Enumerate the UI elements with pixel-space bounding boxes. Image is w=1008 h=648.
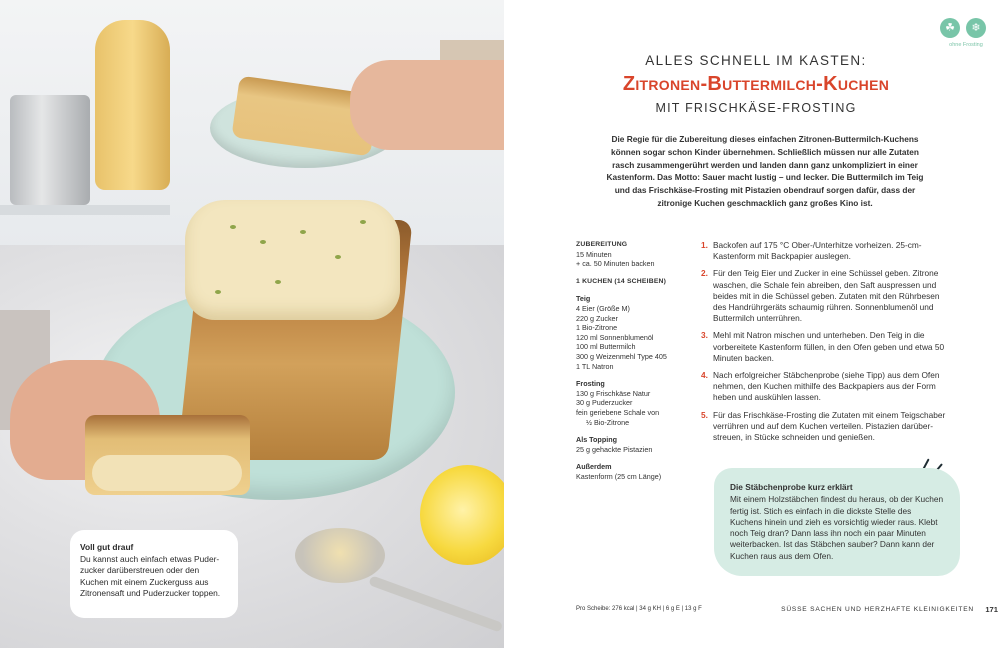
extra-label: Außerdem <box>576 462 612 472</box>
teig-label: Teig <box>576 294 591 304</box>
ingredient-item: ½ Bio-Zitrone <box>586 417 630 427</box>
metal-tin <box>10 95 90 205</box>
ingredient-item: 120 ml Sonnenblumenöl <box>576 332 654 342</box>
frosting-label: Frosting <box>576 379 605 389</box>
prep-label: ZUBEREITUNG <box>576 241 628 248</box>
prep-time: 15 Minuten <box>576 249 612 259</box>
frosting-block <box>576 379 686 427</box>
tip-box <box>714 468 960 576</box>
ingredient-item: Kastenform (25 cm Länge) <box>576 471 662 481</box>
photo-tip-body: Du kannst auch einfach etwas Puderzucker darüberstreuen oder den Kuchen mit einem Zuckerguss aus Zitronensaft und Puderzucker toppen. <box>80 554 221 599</box>
ingredient-item: 4 Eier (Größe M) <box>576 303 630 313</box>
page-number: 171 <box>985 605 998 614</box>
photo-tip-card <box>70 530 238 618</box>
ingredients-column <box>576 240 686 489</box>
teig-block <box>576 294 686 371</box>
step-number: 4. <box>701 370 708 381</box>
recipe-page <box>504 0 1008 648</box>
shelf-board <box>0 205 170 215</box>
step-5 <box>701 410 951 444</box>
pistachio-crumb <box>260 240 266 244</box>
step-number: 5. <box>701 409 708 420</box>
bake-time: + ca. 50 Minuten backen <box>576 259 655 269</box>
yellow-jar <box>95 20 170 190</box>
ingredient-item: fein geriebene Schale von <box>576 407 660 417</box>
cream-cheese-frosting <box>185 200 400 320</box>
method-steps <box>701 240 951 449</box>
pistachio-crumb <box>215 290 221 294</box>
step-3 <box>701 330 951 364</box>
step-text: Für den Teig Eier und Zucker in eine Schüssel geben. Zitrone waschen, die Schale fein abreiben, den Saft auspressen und beides mit in die Schüssel geben. Zutaten mit den Rührbesen des Handrührgeräts schaumig rühren. Sonnenblumenöl und Buttermilch unterrühren. <box>713 268 940 324</box>
recipe-kicker: ALLES SCHNELL IM KASTEN: <box>645 53 867 68</box>
spoon-bowl <box>295 528 385 583</box>
recipe-subtitle: MIT FRISCHKÄSE-FROSTING <box>655 101 857 115</box>
step-number: 3. <box>701 330 708 341</box>
pistachio-crumb <box>230 225 236 229</box>
pistachio-crumb <box>275 280 281 284</box>
yield-label: 1 KUCHEN (14 SCHEIBEN) <box>576 277 667 285</box>
topping-label: Als Topping <box>576 435 617 445</box>
snowflake-icon: ❄ <box>966 18 986 38</box>
tip-box-title: Die Stäbchenprobe kurz erklärt <box>730 482 853 492</box>
ingredient-item: 130 g Frischkäse Natur <box>576 388 651 398</box>
pistachio-crumb <box>360 220 366 224</box>
ingredient-item: 100 ml Buttermilch <box>576 342 636 352</box>
slice-frosting <box>92 455 242 491</box>
photo-tip-title: Voll gut drauf <box>80 542 134 552</box>
step-2 <box>701 268 951 324</box>
pistachio-crumb <box>335 255 341 259</box>
ingredient-item: 300 g Weizenmehl Type 405 <box>576 351 667 361</box>
extra-block <box>576 462 686 481</box>
ingredient-item: 30 g Puderzucker <box>576 398 633 408</box>
hand-holding-plate <box>350 60 504 150</box>
vegetarian-icon: ☘ <box>940 18 960 38</box>
step-text: Mehl mit Natron mischen und unterheben. Den Teig in die vorbereitete Kastenform füllen, in den Ofen geben und etwa 50 Minuten backen. <box>713 330 945 363</box>
ingredient-item: 1 TL Natron <box>576 361 614 371</box>
recipe-title: Zitronen-Buttermilch-Kuchen <box>622 73 890 95</box>
yield-block <box>576 277 686 287</box>
step-1 <box>701 240 951 262</box>
step-text: Backofen auf 175 °C Ober-/Unterhitze vorheizen. 25-cm-Kastenform mit Backpapier auslegen. <box>713 240 922 262</box>
step-text: Nach erfolgreicher Stäbchenprobe (siehe Tipp) aus dem Ofen nehmen, den Kuchen mithilfe des Backpapiers aus der Form heben und auskühlen lassen. <box>713 370 940 403</box>
topping-block <box>576 435 686 454</box>
step-4 <box>701 370 951 404</box>
step-number: 2. <box>701 268 708 279</box>
ingredient-item: 25 g gehackte Pistazien <box>576 444 653 454</box>
badge-label: ohne Frosting <box>949 42 983 48</box>
step-number: 1. <box>701 240 708 250</box>
step-text: Für das Frischkäse-Frosting die Zutaten mit einem Teigschaber verrühren und auf dem Kuchen verteilen. Pistazien darüberstreuen, in Stücke schneiden und genießen. <box>713 409 946 443</box>
recipe-badges <box>936 18 996 52</box>
prep-block <box>576 240 686 269</box>
nutrition-info: Pro Scheibe: 276 kcal | 34 g KH | 6 g E | 13 g F <box>576 606 702 612</box>
pistachio-crumb <box>300 230 306 234</box>
ingredient-item: 220 g Zucker <box>576 313 618 323</box>
tip-box-body: Mit einem Holzstäbchen findest du heraus, ob der Kuchen fertig ist. Stich es einfach in die dickste Stelle des Kuchens hinein und zieh es vorsichtig wieder raus. Klebt noch Teig dran? Dann lass ihn noch ein paar Minuten weiterbacken. Ist das Stäbchen sauber? Dann kann der Kuchen raus aus dem Ofen. <box>730 494 944 561</box>
recipe-intro: Die Regie für die Zubereitung dieses einfachen Zitronen-Buttermilch-Kuchens können sogar schon Kinder übernehmen. Schließlich müssen nur alle Zutaten rasch zusammengerührt werden und landen dann ganz unkompliziert in einer Kastenform. Das Motto: Sauer macht lustig – und lecker. Die Buttermilch im Teig und das Frischkäse-Frosting mit Pistazien obendrauf sorgen dafür, dass der zitronige Kuchen geschmacklich ganz großes Kino ist. <box>606 134 924 208</box>
section-footer: SÜSSE SACHEN UND HERZHAFTE KLEINIGKEITEN <box>781 606 974 613</box>
ingredient-item: 1 Bio-Zitrone <box>576 323 618 333</box>
lemon-half <box>420 465 504 565</box>
